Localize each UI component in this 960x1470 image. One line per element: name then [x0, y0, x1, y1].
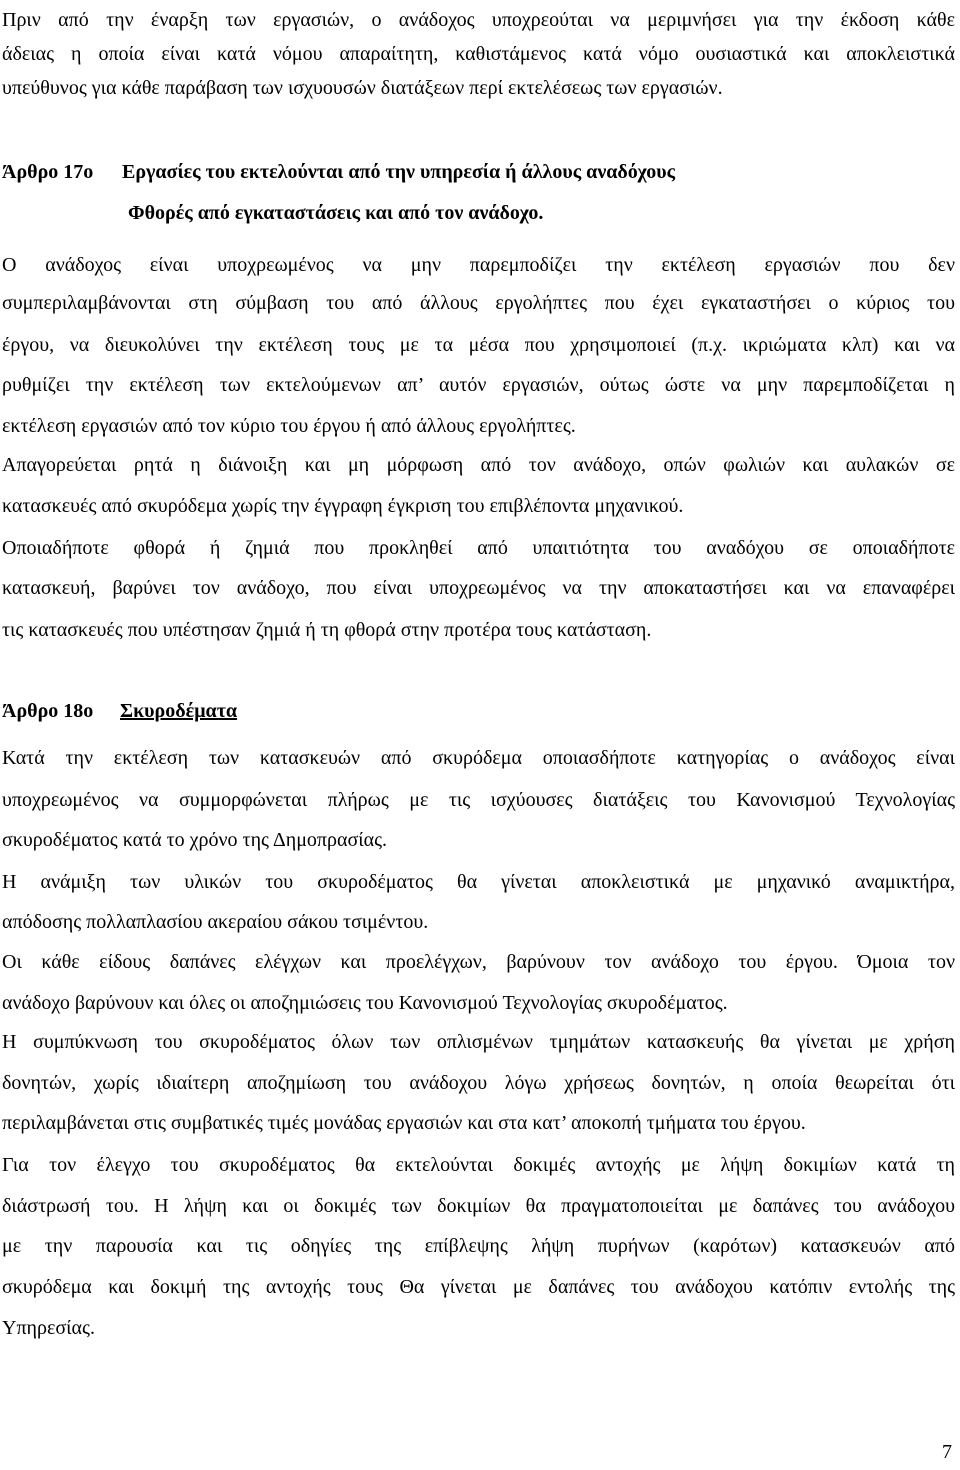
text-line: υποχρεωμένος να συμμορφώνεται πλήρως με τις ισχύουσες διατάξεις του Κανονισμού Τεχνολογίας — [2, 789, 955, 811]
article-17-title: Εργασίες του εκτελούνται από την υπηρεσία ή άλλους αναδόχους — [122, 161, 676, 183]
text-line: άδειας η οποία είναι κατά νόμου απαραίτητη, καθιστάμενος κατά νόμο ουσιαστικά και αποκλειστικά — [2, 43, 955, 65]
text-line: Οι κάθε είδους δαπάνες ελέγχων και προελέγχων, βαρύνουν τον ανάδοχο του έργου. Όμοια τον — [2, 951, 955, 973]
text-line: Πριν από την έναρξη των εργασιών, ο ανάδοχος υποχρεούται να μεριμνήσει για την έκδοση κάθε — [2, 9, 955, 31]
text-line: δονητών, χωρίς ιδιαίτερη αποζημίωση του ανάδοχου λόγω χρήσεως δονητών, η οποία θεωρείται ότι — [2, 1072, 955, 1094]
text-line: με την παρουσία και τις οδηγίες της επίβλεψης λήψη πυρήνων (καρότων) κατασκευών από — [2, 1235, 955, 1257]
text-line: Η συμπύκνωση του σκυροδέματος όλων των οπλισμένων τμημάτων κατασκευής θα γίνεται με χρήση — [2, 1031, 955, 1053]
article-18-title: Σκυροδέματα — [120, 700, 238, 722]
text-line: συμπεριλαμβάνονται στη σύμβαση του από άλλους εργολήπτες που έχει εγκαταστήσει ο κύριος του — [2, 292, 955, 314]
text-line: έργου, να διευκολύνει την εκτέλεση τους με τα μέσα που χρησιμοποιεί (π.χ. ικριώματα κλπ) και να — [2, 334, 955, 356]
text-line: σκυρόδεμα και δοκιμή της αντοχής τους Θα γίνεται με δαπάνες του ανάδοχου κατόπιν εντολής της — [2, 1276, 955, 1298]
text-line: εκτέλεση εργασιών από τον κύριο του έργου ή από άλλους εργολήπτες. — [2, 415, 576, 437]
text-line: απόδοσης πολλαπλασίου ακεραίου σάκου τσιμέντου. — [2, 911, 429, 933]
text-line: Για τον έλεγχο του σκυροδέματος θα εκτελούνται δοκιμές αντοχής με λήψη δοκιμίων κατά τη — [2, 1154, 955, 1176]
article-18-number: Άρθρο 18ο — [2, 700, 94, 722]
text-line: τις κατασκευές που υπέστησαν ζημιά ή τη φθορά στην προτέρα τους κατάσταση. — [2, 619, 652, 641]
text-line: Η ανάμιξη των υλικών του σκυροδέματος θα γίνεται αποκλειστικά με μηχανικό αναμικτήρα, — [2, 871, 955, 893]
text-line: περιλαμβάνεται στις συμβατικές τιμές μονάδας εργασιών και στα κατ’ αποκοπή τμήματα του έργου. — [2, 1112, 806, 1134]
text-line: υπεύθυνος για κάθε παράβαση των ισχυουσών διατάξεων περί εκτελέσεως των εργασιών. — [2, 77, 723, 99]
page-number: 7 — [942, 1441, 952, 1463]
text-line: ρυθμίζει την εκτέλεση των εκτελούμενων απ’ αυτόν εργασιών, ούτως ώστε να μην παρεμποδίζεται η — [2, 374, 955, 396]
text-line: Υπηρεσίας. — [2, 1317, 95, 1339]
text-line: Απαγορεύεται ρητά η διάνοιξη και μη μόρφωση από τον ανάδοχο, οπών φωλιών και αυλακών σε — [2, 454, 955, 476]
text-line: κατασκευές από σκυρόδεμα χωρίς την έγγραφη έγκριση του επιβλέποντα μηχανικού. — [2, 495, 684, 517]
text-line: ανάδοχο βαρύνουν και όλες οι αποζημιώσεις του Κανονισμού Τεχνολογίας σκυροδέματος. — [2, 992, 728, 1014]
text-line: Οποιαδήποτε φθορά ή ζημιά που προκληθεί από υπαιτιότητα του αναδόχου σε οποιαδήποτε — [2, 537, 955, 559]
text-line: κατασκευή, βαρύνει τον ανάδοχο, που είναι υποχρεωμένος να την αποκαταστήσει και να επαναφέρει — [2, 577, 955, 599]
text-line: σκυροδέματος κατά το χρόνο της Δημοπρασίας. — [2, 829, 388, 851]
text-line: Κατά την εκτέλεση των κατασκευών από σκυρόδεμα οποιασδήποτε κατηγορίας ο ανάδοχος είναι — [2, 747, 955, 769]
text-line: Ο ανάδοχος είναι υποχρεωμένος να μην παρεμποδίζει την εκτέλεση εργασιών που δεν — [2, 254, 955, 276]
text-line: διάστρωσή του. Η λήψη και οι δοκιμές των δοκιμίων θα πραγματοποιείται με δαπάνες του ανάδοχου — [2, 1195, 955, 1217]
article-17-number: Άρθρο 17ο — [2, 161, 94, 183]
article-17-subtitle: Φθορές από εγκαταστάσεις και από τον ανάδοχο. — [128, 202, 544, 224]
